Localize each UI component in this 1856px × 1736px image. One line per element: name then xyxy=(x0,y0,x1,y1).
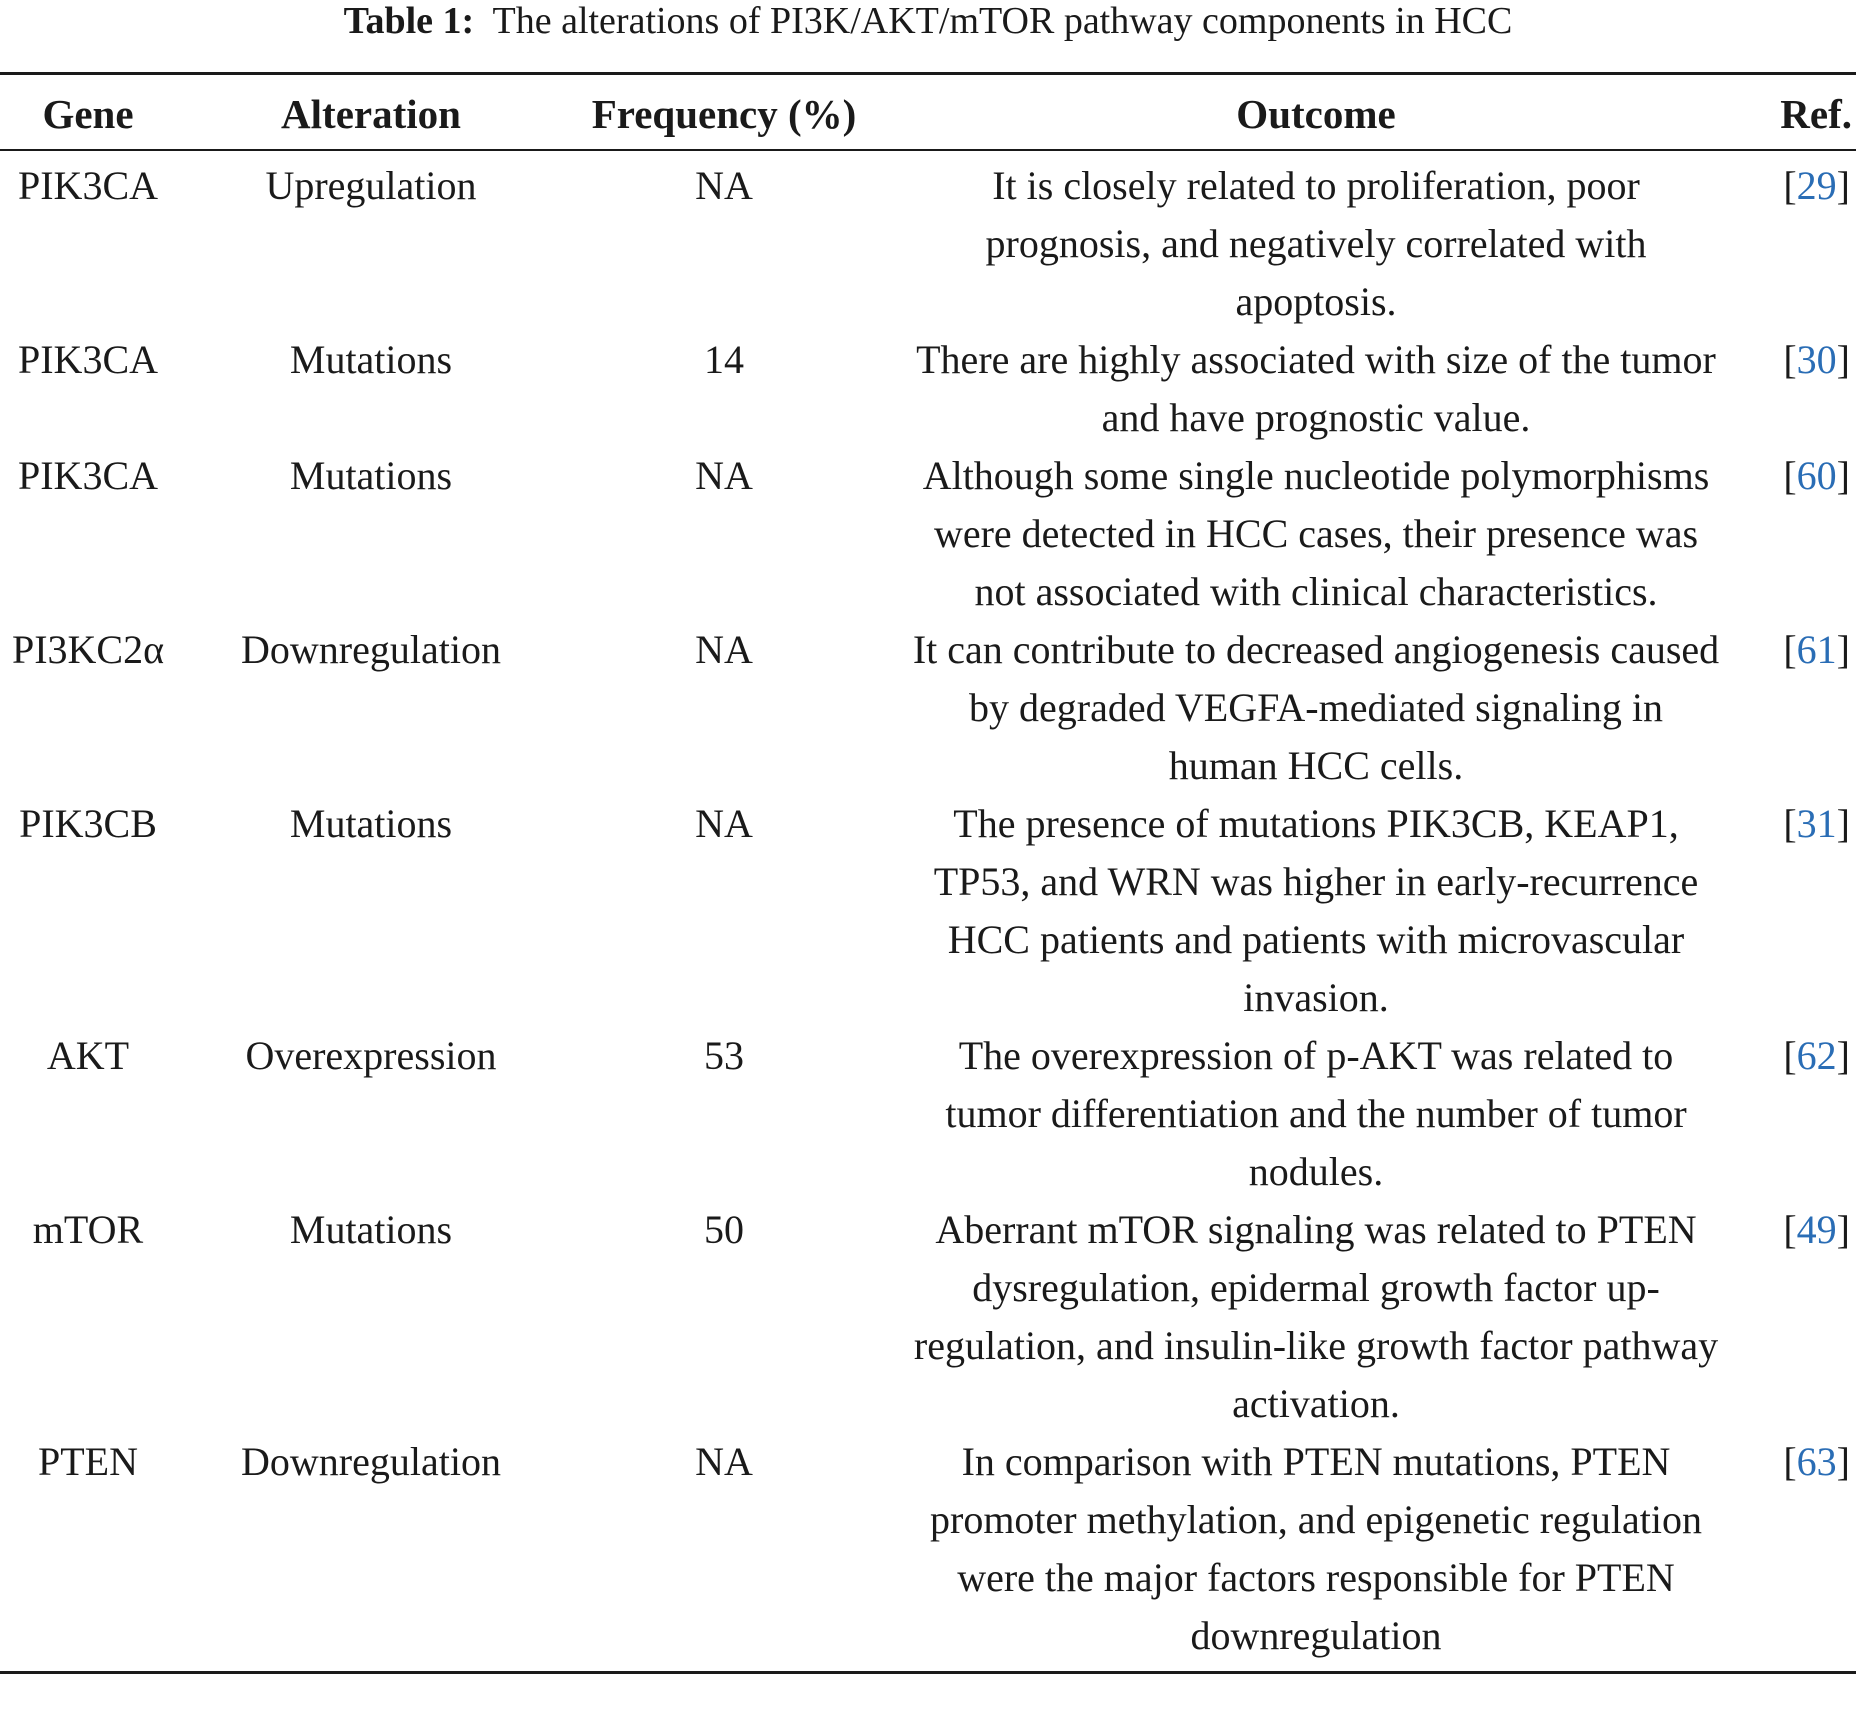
header-alteration: Alteration xyxy=(281,91,461,137)
ref-link[interactable]: 49 xyxy=(1796,1207,1837,1252)
alteration-cell: Downregulation xyxy=(241,1439,501,1484)
frequency-cell: NA xyxy=(695,453,753,498)
ref-link[interactable]: 31 xyxy=(1796,801,1837,846)
table-row xyxy=(0,331,1856,447)
gene-cell: PIK3CB xyxy=(19,801,157,846)
alteration-cell: Mutations xyxy=(289,337,453,382)
ref-link[interactable]: 29 xyxy=(1796,163,1837,208)
table-row xyxy=(0,1201,1856,1433)
gene-cell: PIK3CA xyxy=(17,163,159,208)
frequency-cell: NA xyxy=(695,801,753,846)
alteration-cell: Mutations xyxy=(289,801,453,846)
outcome-cell: Although some single nucleotide polymorphisms were detected in HCC cases, their presence was not associated with clinical characteristics. xyxy=(922,453,1710,614)
gene-cell: mTOR xyxy=(32,1207,144,1252)
frequency-cell: NA xyxy=(695,627,753,672)
ref-cell: [49] xyxy=(1783,1207,1850,1252)
alteration-cell: Mutations xyxy=(289,453,453,498)
table-caption xyxy=(0,0,1856,42)
ref-cell: [30] xyxy=(1783,337,1850,382)
frequency-cell: NA xyxy=(695,163,753,208)
ref-cell: [29] xyxy=(1783,163,1850,208)
frequency-cell: 14 xyxy=(704,337,744,382)
gene-cell: PI3KC2α xyxy=(11,627,165,672)
header-ref: Ref. xyxy=(1780,91,1852,137)
ref-link[interactable]: 30 xyxy=(1796,337,1837,382)
table-row xyxy=(0,1433,1856,1673)
data-table xyxy=(0,72,1856,1674)
ref-link[interactable]: 63 xyxy=(1796,1439,1837,1484)
alteration-cell: Downregulation xyxy=(241,627,501,672)
frequency-cell: 50 xyxy=(704,1207,744,1252)
ref-cell: [60] xyxy=(1783,453,1850,498)
ref-link[interactable]: 60 xyxy=(1796,453,1837,498)
header-gene: Gene xyxy=(42,91,134,137)
alteration-cell: Mutations xyxy=(289,1207,453,1252)
gene-cell: AKT xyxy=(46,1033,130,1078)
gene-cell: PTEN xyxy=(38,1439,138,1484)
ref-cell: [62] xyxy=(1783,1033,1850,1078)
caption-text: The alterations of PI3K/AKT/mTOR pathway components in HCC xyxy=(492,0,1513,42)
frequency-cell: NA xyxy=(695,1439,753,1484)
outcome-cell: The overexpression of p-AKT was related to tumor differentiation and the number of tumor nodules. xyxy=(945,1033,1687,1194)
frequency-cell: 53 xyxy=(704,1033,744,1078)
outcome-cell: There are highly associated with size of the tumor and have prognostic value. xyxy=(916,337,1716,440)
table-row xyxy=(0,1027,1856,1201)
gene-cell: PIK3CA xyxy=(17,453,159,498)
header-frequency: Frequency (%) xyxy=(591,91,857,137)
table-row xyxy=(0,150,1856,331)
outcome-cell: The presence of mutations PIK3CB, KEAP1, TP53, and WRN was higher in early-recurrence HCC patients and patients with microvascular invasion. xyxy=(933,801,1699,1020)
ref-cell: [61] xyxy=(1783,627,1850,672)
header-outcome: Outcome xyxy=(1236,91,1396,137)
gene-cell: PIK3CA xyxy=(17,337,159,382)
alteration-cell: Upregulation xyxy=(265,163,477,208)
ref-link[interactable]: 62 xyxy=(1796,1033,1837,1078)
alteration-cell: Overexpression xyxy=(245,1033,497,1078)
table-row xyxy=(0,447,1856,621)
outcome-cell: In comparison with PTEN mutations, PTEN promoter methylation, and epigenetic regulation were the major factors responsible for PTEN downregulation xyxy=(930,1439,1702,1658)
table-row xyxy=(0,621,1856,795)
outcome-cell: It can contribute to decreased angiogenesis caused by degraded VEGFA-mediated signaling in human HCC cells. xyxy=(912,627,1720,788)
table-row xyxy=(0,795,1856,1027)
ref-link[interactable]: 61 xyxy=(1796,627,1837,672)
outcome-cell: Aberrant mTOR signaling was related to PTEN dysregulation, epidermal growth factor up-regulation, and insulin-like growth factor pathway activation. xyxy=(913,1207,1719,1426)
ref-cell: [31] xyxy=(1783,801,1850,846)
ref-cell: [63] xyxy=(1783,1439,1850,1484)
outcome-cell: It is closely related to proliferation, poor prognosis, and negatively correlated with apoptosis. xyxy=(985,163,1647,324)
caption-label: Table 1: xyxy=(343,0,475,42)
header-row xyxy=(0,74,1856,151)
